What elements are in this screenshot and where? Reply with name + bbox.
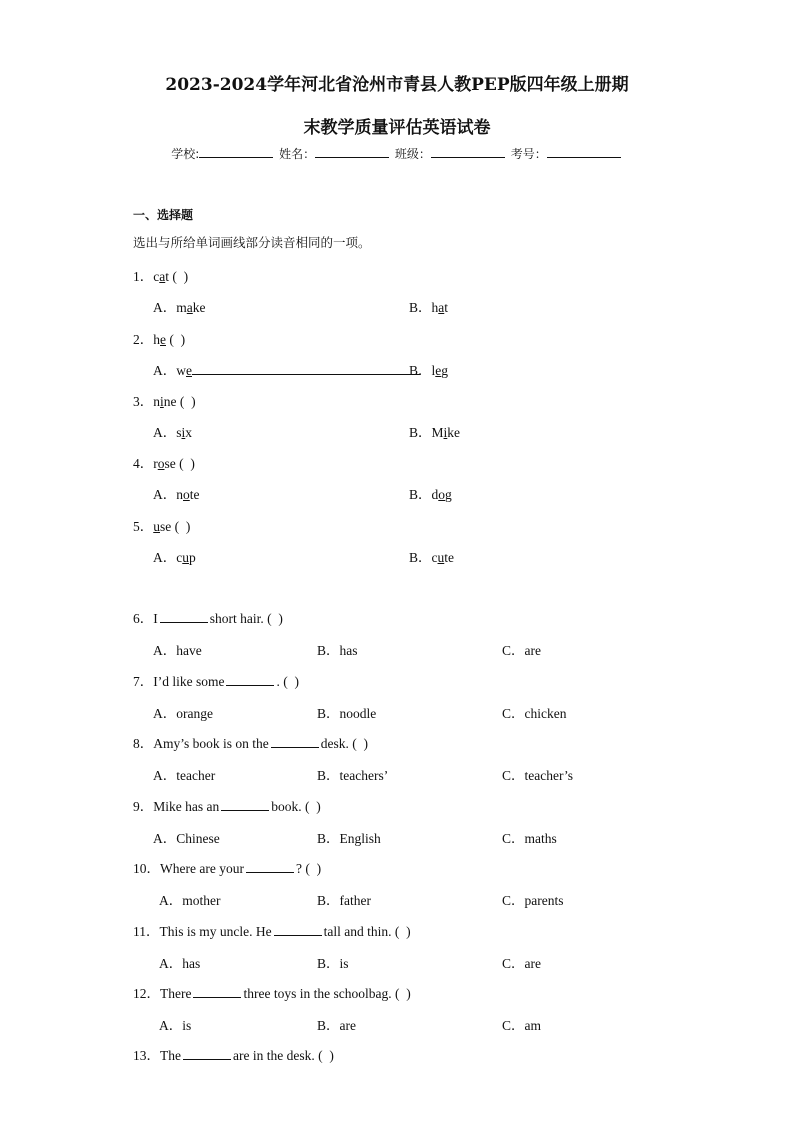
question-number: 10． bbox=[133, 861, 160, 876]
word-post: ( ) bbox=[166, 332, 186, 347]
question-1 bbox=[133, 265, 188, 285]
instruction: 选出与所给单词画线部分读音相同的一项。 bbox=[133, 235, 371, 250]
class-field[interactable] bbox=[431, 145, 505, 158]
word-underlined: u bbox=[153, 519, 160, 534]
word-underlined: o bbox=[157, 456, 165, 471]
option-label: A． bbox=[153, 487, 177, 502]
exam-number-field[interactable] bbox=[547, 145, 621, 158]
option-label: A． bbox=[153, 300, 177, 315]
option-word-pre: h bbox=[431, 300, 439, 315]
option-word-underlined: a bbox=[438, 300, 445, 315]
student-info-row bbox=[0, 145, 794, 162]
word-underlined: a bbox=[159, 269, 166, 284]
option-c[interactable]: C．parents bbox=[502, 893, 564, 908]
question-word bbox=[153, 519, 190, 534]
word-post: ne ( ) bbox=[163, 394, 196, 409]
option-a[interactable] bbox=[153, 296, 206, 316]
question-text-start: I bbox=[153, 611, 158, 626]
question-number: 4． bbox=[133, 456, 154, 471]
option-b[interactable]: B．teachers’ bbox=[317, 768, 389, 783]
option-word bbox=[432, 487, 452, 502]
option-word-pre: d bbox=[431, 487, 439, 502]
option-word-underlined: a bbox=[186, 300, 193, 315]
option-b[interactable]: B．noodle bbox=[317, 706, 377, 721]
option-c[interactable]: C．maths bbox=[502, 831, 557, 846]
question-9 bbox=[133, 795, 321, 815]
name-field[interactable] bbox=[315, 145, 389, 158]
question-number: 7． bbox=[133, 674, 154, 689]
exam-title-line-2: 末教学质量评估英语试卷 bbox=[303, 118, 491, 138]
school-field[interactable] bbox=[199, 145, 273, 158]
option-word-underlined: e bbox=[186, 363, 192, 378]
question-13 bbox=[133, 1044, 334, 1064]
option-word-pre: c bbox=[176, 550, 183, 565]
option-word bbox=[176, 487, 199, 502]
question-text-end: . ( ) bbox=[276, 674, 299, 689]
question-word bbox=[153, 269, 188, 284]
option-word-post: ke bbox=[192, 300, 206, 315]
question-number: 6． bbox=[133, 611, 154, 626]
option-word bbox=[176, 425, 192, 440]
word-pre: r bbox=[153, 456, 158, 471]
question-number: 13． bbox=[133, 1048, 160, 1063]
question-11 bbox=[133, 920, 411, 940]
option-word-pre: w bbox=[176, 363, 186, 378]
option-word-underlined: u bbox=[182, 550, 189, 565]
question-text-start: There bbox=[160, 986, 192, 1001]
option-word-pre: l bbox=[431, 363, 436, 378]
question-6 bbox=[133, 607, 283, 627]
option-word-post: t bbox=[444, 300, 449, 315]
option-a[interactable]: A．is bbox=[159, 1018, 192, 1033]
option-b[interactable] bbox=[409, 421, 460, 441]
option-label: B． bbox=[409, 550, 432, 565]
option-a[interactable] bbox=[153, 546, 196, 566]
question-number: 1． bbox=[133, 269, 154, 284]
answer-blank bbox=[271, 736, 319, 748]
question-10 bbox=[133, 857, 321, 877]
word-pre: h bbox=[153, 332, 160, 347]
option-word-underlined: o bbox=[183, 487, 190, 502]
answer-blank bbox=[160, 611, 208, 623]
question-number: 2． bbox=[133, 332, 154, 347]
option-word bbox=[432, 425, 461, 440]
option-b[interactable]: B．are bbox=[317, 1018, 356, 1033]
question-text-end: ? ( ) bbox=[295, 861, 322, 876]
option-word-post: te bbox=[189, 487, 200, 502]
option-a[interactable]: A．have bbox=[153, 643, 202, 658]
option-b[interactable] bbox=[409, 483, 452, 503]
option-word bbox=[176, 550, 196, 565]
option-word-post: x bbox=[185, 425, 193, 440]
question-word bbox=[153, 394, 195, 409]
option-word-pre: n bbox=[176, 487, 183, 502]
word-post: t ( ) bbox=[165, 269, 189, 284]
option-word-pre: M bbox=[431, 425, 444, 440]
question-word bbox=[153, 456, 195, 471]
question-4 bbox=[133, 452, 195, 472]
option-b[interactable]: B．is bbox=[317, 956, 349, 971]
question-text-end: are in the desk. ( ) bbox=[233, 1048, 334, 1063]
question-text-start: Amy’s book is on the bbox=[153, 736, 269, 751]
word-post: se ( ) bbox=[160, 519, 191, 534]
question-text-end: tall and thin. ( ) bbox=[323, 924, 411, 939]
answer-blank bbox=[274, 924, 322, 936]
question-text-start: The bbox=[160, 1048, 181, 1063]
option-word-pre: m bbox=[176, 300, 187, 315]
option-word-underlined: o bbox=[438, 487, 446, 502]
option-word bbox=[432, 363, 449, 378]
option-a[interactable]: A．Chinese bbox=[153, 831, 220, 846]
option-word-pre: c bbox=[431, 550, 438, 565]
answer-blank bbox=[193, 986, 241, 998]
option-label: B． bbox=[409, 425, 432, 440]
question-7 bbox=[133, 670, 299, 690]
option-label: B． bbox=[409, 363, 432, 378]
exam-number-label: 考号： bbox=[510, 147, 547, 161]
option-c[interactable]: C．teacher’s bbox=[502, 768, 573, 783]
word-underlined: i bbox=[160, 394, 164, 409]
option-word-post: g bbox=[441, 363, 449, 378]
option-word-pre: s bbox=[176, 425, 182, 440]
question-text-start: Where are your bbox=[160, 861, 244, 876]
option-word-post: g bbox=[445, 487, 452, 502]
word-post: se ( ) bbox=[164, 456, 195, 471]
option-label: B． bbox=[409, 300, 432, 315]
option-word-post: ke bbox=[447, 425, 461, 440]
question-text-start: I’d like some bbox=[153, 674, 225, 689]
question-number: 8． bbox=[133, 736, 154, 751]
question-text-start: This is my uncle. He bbox=[159, 924, 272, 939]
question-text-end: short hair. ( ) bbox=[209, 611, 283, 626]
option-label: A． bbox=[153, 363, 177, 378]
exam-title-line-1: 2023-2024学年河北省沧州市青县人教PEP版四年级上册期 bbox=[165, 75, 629, 95]
option-b[interactable] bbox=[409, 359, 448, 379]
option-c[interactable]: C．chicken bbox=[502, 706, 567, 721]
option-word bbox=[176, 300, 205, 315]
option-a[interactable]: A．mother bbox=[159, 893, 221, 908]
option-b[interactable] bbox=[409, 296, 448, 316]
option-word-underlined: e bbox=[435, 363, 442, 378]
question-text-end: three toys in the schoolbag. ( ) bbox=[243, 986, 411, 1001]
option-label: B． bbox=[409, 487, 432, 502]
section-title: 一、选择题 bbox=[133, 208, 194, 222]
question-number: 12． bbox=[133, 986, 160, 1001]
question-number: 9． bbox=[133, 799, 154, 814]
option-b[interactable]: B．father bbox=[317, 893, 371, 908]
answer-blank bbox=[221, 799, 269, 811]
option-word-post: p bbox=[189, 550, 196, 565]
option-label: A． bbox=[153, 425, 177, 440]
answer-blank bbox=[183, 1048, 231, 1060]
question-12 bbox=[133, 982, 411, 1002]
question-5 bbox=[133, 515, 190, 535]
question-number: 3． bbox=[133, 394, 154, 409]
option-word bbox=[432, 300, 449, 315]
question-number: 11． bbox=[133, 924, 160, 939]
question-number: 5． bbox=[133, 519, 154, 534]
option-word-underlined: u bbox=[437, 550, 445, 565]
option-word-post: te bbox=[444, 550, 455, 565]
option-label: A． bbox=[153, 550, 177, 565]
option-c[interactable]: C．are bbox=[502, 956, 541, 971]
question-3 bbox=[133, 390, 196, 410]
option-b[interactable]: B．English bbox=[317, 831, 381, 846]
option-b[interactable] bbox=[409, 546, 454, 566]
word-pre: n bbox=[153, 394, 160, 409]
option-word bbox=[176, 363, 192, 378]
option-a[interactable] bbox=[153, 421, 192, 441]
option-b[interactable]: B．has bbox=[317, 643, 358, 658]
question-word bbox=[153, 332, 185, 347]
option-a[interactable]: A．orange bbox=[153, 706, 213, 721]
option-a[interactable] bbox=[153, 359, 420, 379]
option-a[interactable]: A．teacher bbox=[153, 768, 216, 783]
question-text-start: Mike has an bbox=[153, 799, 220, 814]
word-underlined: e bbox=[160, 332, 166, 347]
name-label: 姓名： bbox=[279, 147, 316, 161]
question-text-end: book. ( ) bbox=[271, 799, 321, 814]
question-2 bbox=[133, 328, 185, 348]
option-c[interactable]: C．am bbox=[502, 1018, 541, 1033]
option-a[interactable] bbox=[153, 483, 200, 503]
question-text-end: desk. ( ) bbox=[320, 736, 369, 751]
class-label: 班级： bbox=[394, 147, 431, 161]
option-word-underlined: i bbox=[181, 425, 186, 440]
school-label: 学校: bbox=[171, 147, 200, 161]
answer-blank bbox=[226, 674, 274, 686]
word-pre: c bbox=[153, 269, 160, 284]
option-word bbox=[432, 550, 455, 565]
option-a[interactable]: A．has bbox=[159, 956, 201, 971]
answer-line bbox=[192, 363, 420, 375]
option-c[interactable]: C．are bbox=[502, 643, 541, 658]
answer-blank bbox=[246, 861, 294, 873]
question-8 bbox=[133, 732, 368, 752]
option-word-underlined: i bbox=[443, 425, 448, 440]
